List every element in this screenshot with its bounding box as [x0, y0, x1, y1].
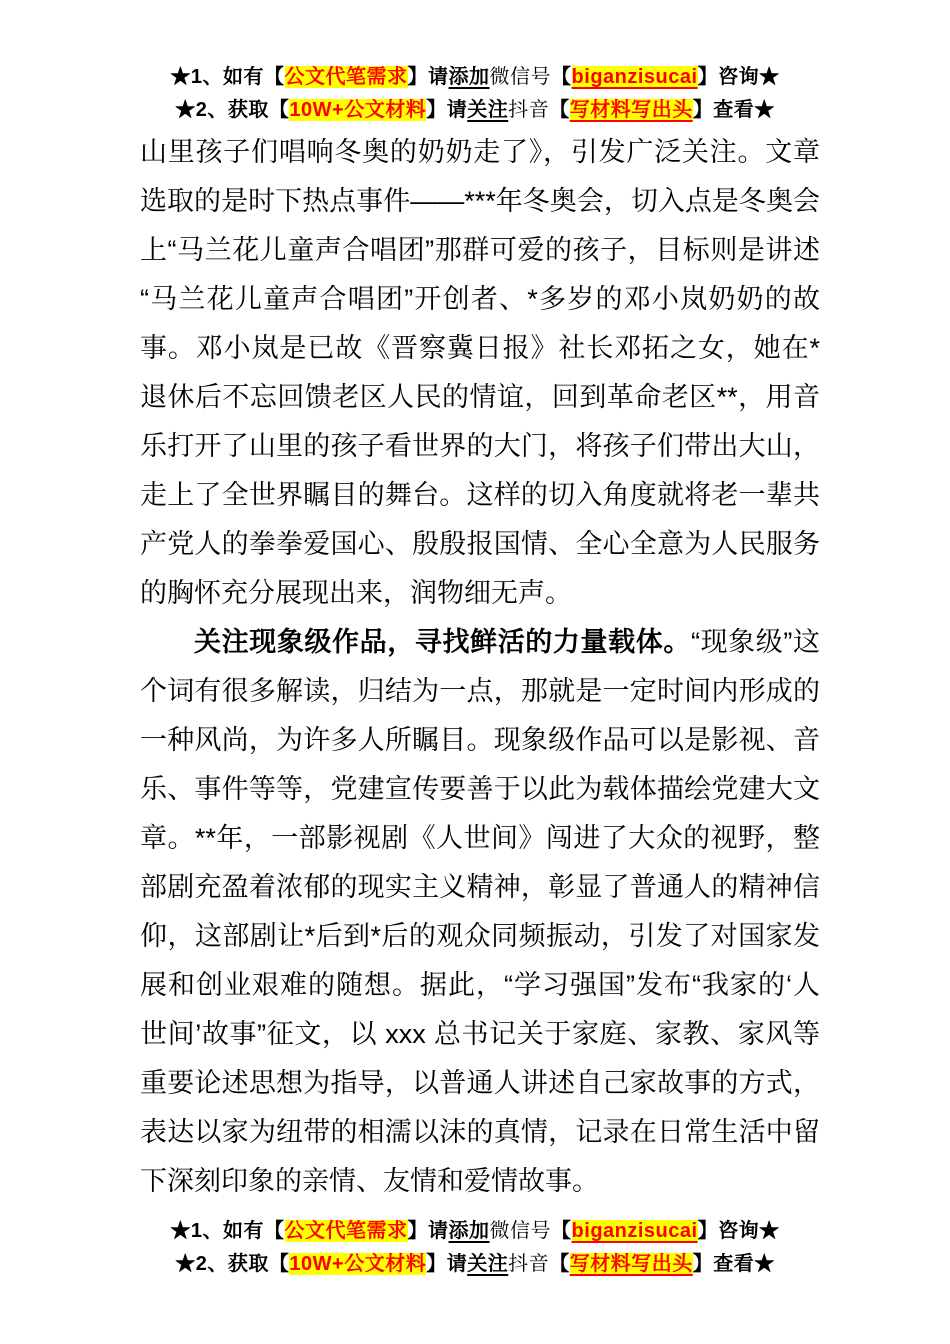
banner2-suffix: 】查看★ — [692, 99, 775, 121]
banner1-prefix: ★1、如有【 — [170, 66, 285, 88]
banner1-bracket-open: 【 — [551, 1220, 572, 1242]
banner2-prefix: ★2、获取【 — [175, 99, 290, 121]
banner2-douyin-label: 抖音 — [508, 1253, 550, 1275]
banner1-prefix: ★1、如有【 — [170, 1220, 285, 1242]
banner1-mid-1: 】请 — [407, 1220, 449, 1242]
banner2-prefix: ★2、获取【 — [175, 1253, 290, 1275]
banner1-suffix: 】咨询★ — [697, 1220, 780, 1242]
banner1-suffix: 】咨询★ — [697, 66, 780, 88]
banner2-douyin-label: 抖音 — [508, 99, 550, 121]
banner1-bracket-open: 【 — [551, 66, 572, 88]
banner1-wechat-label: 微信号 — [489, 66, 552, 88]
paragraph-1-text: 山里孩子们唱响冬奥的奶奶走了》，引发广泛关注。文章选取的是时下热点事件——***年冬奥会，切入点是冬奥会上“马兰花儿童声合唱团”那群可爱的孩子，目标则是讲述“马兰花儿童声合唱团”开创者、*多岁的邓小岚奶奶的故事。邓小岚是已故《晋察冀日报》社长邓拓之女，她在*退休后不忘回馈老区人民的情谊，回到革命老区**，用音乐打开了山里的孩子看世界的大门，将孩子们带出大山，走上了全世界瞩目的舞台。这样的切入角度就将老一辈共产党人的拳拳爱国心、殷殷报国情、全心全意为人民服务的胸怀充分展现出来，润物细无声。 — [140, 137, 820, 608]
banner2-highlight-douyin-id: 写材料写出头 — [569, 1253, 693, 1275]
paragraph-2-text: “现象级”这个词有很多解读，归结为一点，那就是一定时间内形成的一种风尚，为许多人所瞩目。现象级作品可以是影视、音乐、事件等等，党建宣传要善于以此为载体描绘党建大文章。**年，一部影视剧《人世间》闯进了大众的视野，整部剧充盈着浓郁的现实主义精神，彰显了普通人的精神信仰，这部剧让*后到*后的观众同频振动，引发了对国家发展和创业艰难的随想。据此，“学习强国”发布“我家的‘人世间’故事”征文，以 xxx 总书记关于家庭、家教、家风等重要论述思想为指导，以普通人讲述自己家故事的方式，表达以家为纽带的相濡以沫的真情，记录在日常生活中留下深刻印象的亲情、友情和爱情故事。 — [140, 627, 820, 1196]
banner2-highlight-materials: 10W+公文材料 — [289, 1253, 427, 1275]
banner2-highlight-douyin-id: 写材料写出头 — [569, 99, 693, 121]
banner2-bracket-open: 【 — [549, 1253, 570, 1275]
banner1-highlight-wechat-id: biganzisucai — [571, 1220, 698, 1242]
banner2-bracket-open: 【 — [549, 99, 570, 121]
promo-banner-top-line-2 — [0, 94, 950, 127]
banner1-underline-add: 添加 — [448, 1220, 490, 1242]
promo-banner-bottom — [0, 1215, 950, 1281]
paragraph-phenomenon — [140, 618, 820, 1206]
banner2-underline-follow: 关注 — [467, 1253, 509, 1275]
banner1-highlight-service: 公文代笔需求 — [284, 66, 408, 88]
banner2-underline-follow: 关注 — [467, 99, 509, 121]
banner2-mid-1: 】请 — [426, 1253, 468, 1275]
paragraph-continuation — [140, 128, 820, 618]
promo-banner-top — [0, 61, 950, 127]
banner1-underline-add: 添加 — [448, 66, 490, 88]
banner2-suffix: 】查看★ — [692, 1253, 775, 1275]
paragraph-2-lead: 关注现象级作品，寻找鲜活的力量载体。 — [194, 627, 691, 657]
banner1-highlight-wechat-id: biganzisucai — [571, 66, 698, 88]
document-body — [140, 128, 820, 1206]
promo-banner-top-line-1 — [0, 61, 950, 94]
banner2-highlight-materials: 10W+公文材料 — [289, 99, 427, 121]
banner2-mid-1: 】请 — [426, 99, 468, 121]
promo-banner-bottom-line-2 — [0, 1248, 950, 1281]
banner1-mid-1: 】请 — [407, 66, 449, 88]
promo-banner-bottom-line-1 — [0, 1215, 950, 1248]
banner1-highlight-service: 公文代笔需求 — [284, 1220, 408, 1242]
banner1-wechat-label: 微信号 — [489, 1220, 552, 1242]
